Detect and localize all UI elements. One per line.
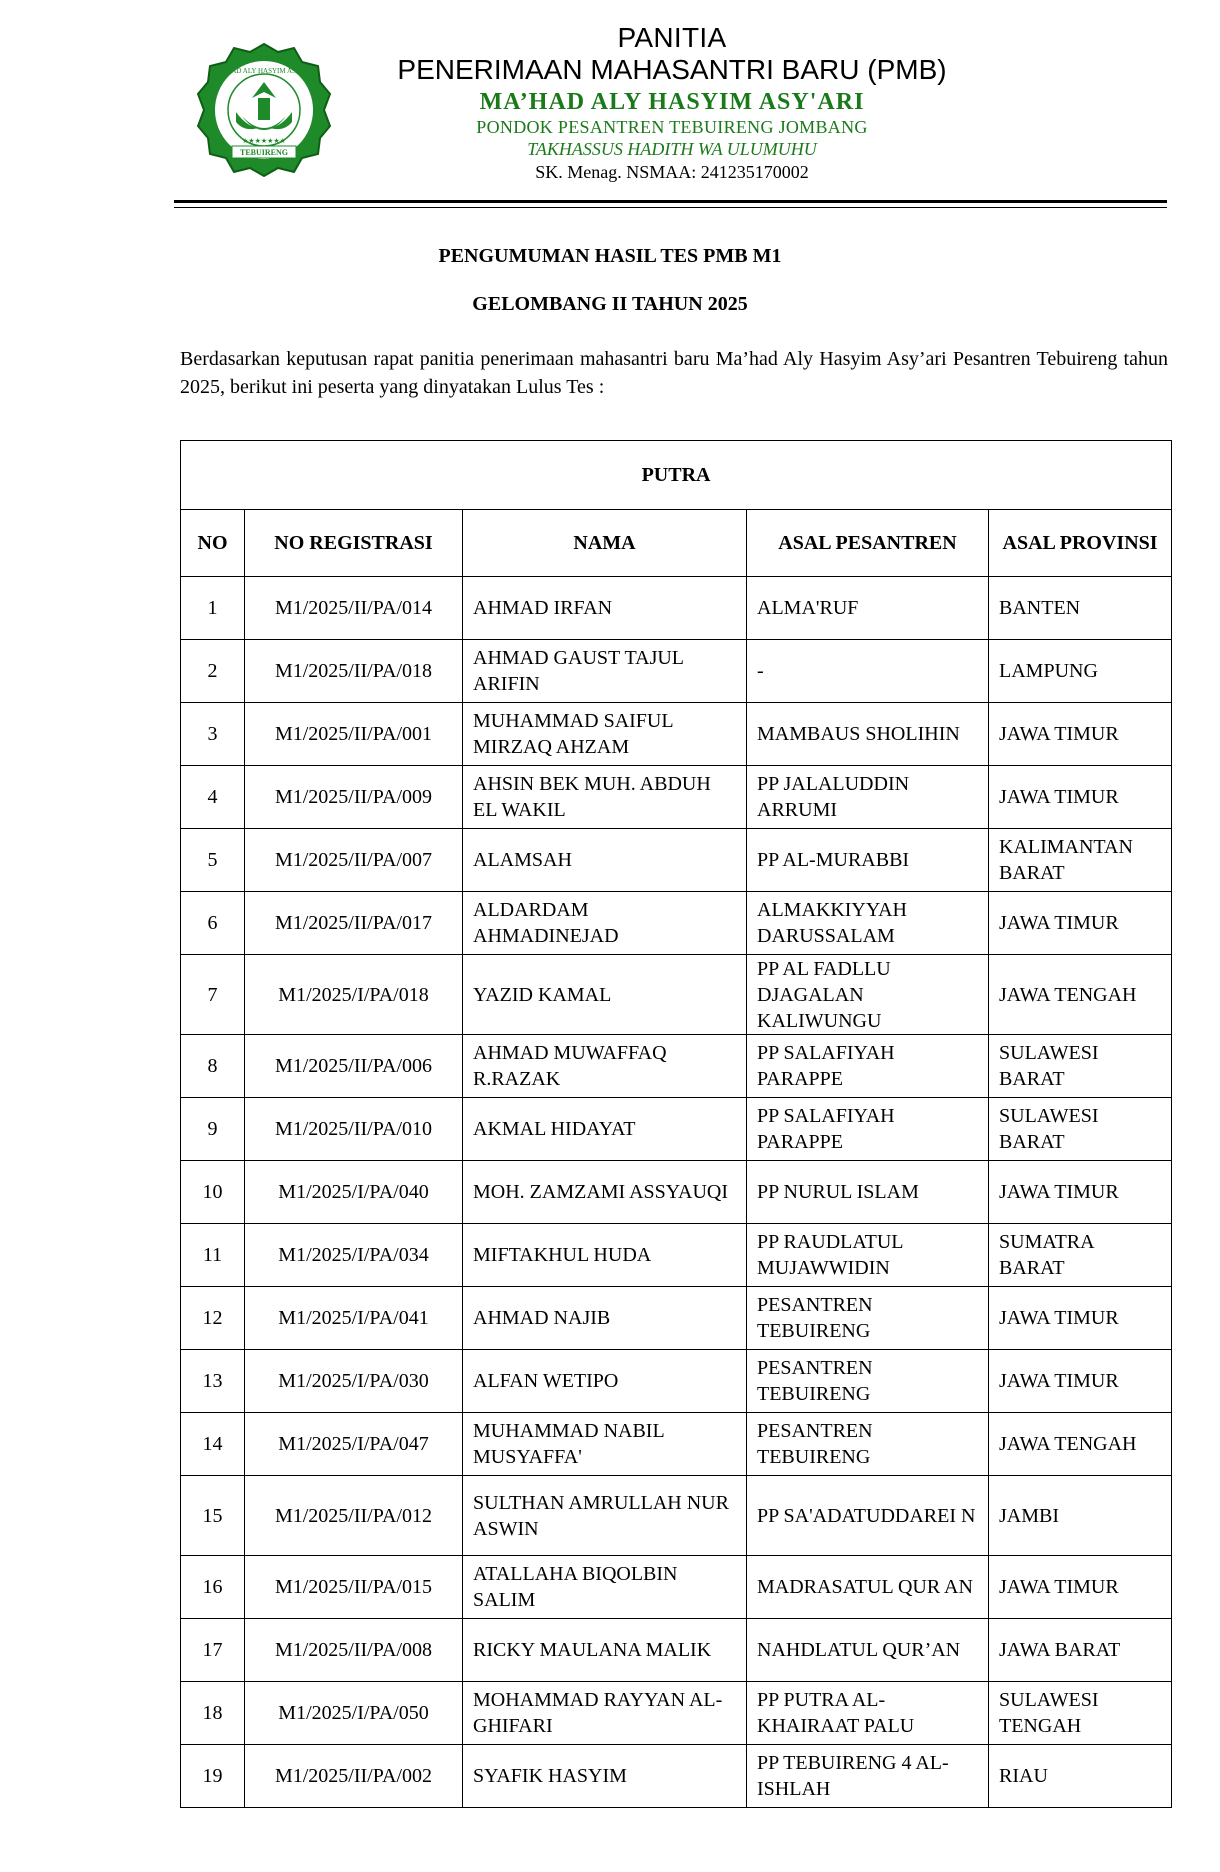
table-row [181, 1098, 1172, 1161]
row-pesantren: PP TEBUIRENG 4 AL-ISHLAH [747, 1745, 989, 1808]
row-no: 13 [181, 1350, 245, 1413]
col-header-pesantren: ASAL PESANTREN [747, 510, 989, 577]
table-row [181, 1413, 1172, 1476]
row-provinsi: JAWA TIMUR [989, 1556, 1172, 1619]
col-header-provinsi: ASAL PROVINSI [989, 510, 1172, 577]
row-provinsi: JAWA TIMUR [989, 1287, 1172, 1350]
row-nama: ALAMSAH [463, 829, 747, 892]
row-provinsi: JAWA TENGAH [989, 955, 1172, 1035]
row-provinsi: JAWA BARAT [989, 1619, 1172, 1682]
col-header-registrasi: NO REGISTRASI [245, 510, 463, 577]
header-divider-thick [174, 200, 1167, 203]
row-pesantren: PP PUTRA AL-KHAIRAAT PALU [747, 1682, 989, 1745]
row-no: 12 [181, 1287, 245, 1350]
results-table [180, 440, 1172, 1808]
row-registrasi: M1/2025/I/PA/047 [245, 1413, 463, 1476]
table-row [181, 955, 1172, 1035]
table-row [181, 766, 1172, 829]
header-line-sk: SK. Menag. NSMAA: 241235170002 [535, 162, 809, 182]
table-row [181, 1556, 1172, 1619]
row-provinsi: SULAWESI BARAT [989, 1098, 1172, 1161]
table-row [181, 1224, 1172, 1287]
row-no: 10 [181, 1161, 245, 1224]
row-provinsi: JAWA TENGAH [989, 1413, 1172, 1476]
row-pesantren: ALMA'RUF [747, 577, 989, 640]
row-nama: AHMAD GAUST TAJUL ARIFIN [463, 640, 747, 703]
row-provinsi: JAWA TIMUR [989, 892, 1172, 955]
row-provinsi: LAMPUNG [989, 640, 1172, 703]
col-header-no: NO [181, 510, 245, 577]
row-nama: SYAFIK HASYIM [463, 1745, 747, 1808]
header-divider-thin [174, 207, 1167, 208]
row-registrasi: M1/2025/II/PA/014 [245, 577, 463, 640]
row-no: 2 [181, 640, 245, 703]
row-pesantren: NAHDLATUL QUR’AN [747, 1619, 989, 1682]
table-row [181, 1476, 1172, 1556]
row-nama: MOH. ZAMZAMI ASSYAUQI [463, 1161, 747, 1224]
table-row [181, 1619, 1172, 1682]
row-provinsi: KALIMANTAN BARAT [989, 829, 1172, 892]
header-line-pondok: PONDOK PESANTREN TEBUIRENG JOMBANG [476, 117, 868, 137]
row-nama: YAZID KAMAL [463, 955, 747, 1035]
table-row [181, 1161, 1172, 1224]
row-registrasi: M1/2025/I/PA/030 [245, 1350, 463, 1413]
col-header-nama: NAMA [463, 510, 747, 577]
row-registrasi: M1/2025/II/PA/007 [245, 829, 463, 892]
row-pesantren: PP JALALUDDIN ARRUMI [747, 766, 989, 829]
row-pesantren: PESANTREN TEBUIRENG [747, 1413, 989, 1476]
row-nama: MOHAMMAD RAYYAN AL-GHIFARI [463, 1682, 747, 1745]
table-body [181, 577, 1172, 1808]
row-nama: AHSIN BEK MUH. ABDUH EL WAKIL [463, 766, 747, 829]
row-registrasi: M1/2025/II/PA/010 [245, 1098, 463, 1161]
row-nama: AHMAD NAJIB [463, 1287, 747, 1350]
row-pesantren: PP SA'ADATUDDAREI N [747, 1476, 989, 1556]
table-row [181, 1287, 1172, 1350]
row-registrasi: M1/2025/II/PA/006 [245, 1035, 463, 1098]
row-nama: ALFAN WETIPO [463, 1350, 747, 1413]
document-title: PENGUMUMAN HASIL TES PMB M1 [438, 245, 782, 267]
row-provinsi: JAWA TIMUR [989, 1161, 1172, 1224]
row-pesantren: PP SALAFIYAH PARAPPE [747, 1098, 989, 1161]
row-pesantren: MAMBAUS SHOLIHIN [747, 703, 989, 766]
row-provinsi: SUMATRA BARAT [989, 1224, 1172, 1287]
row-nama: ATALLAHA BIQOLBIN SALIM [463, 1556, 747, 1619]
row-provinsi: JAMBI [989, 1476, 1172, 1556]
row-nama: AHMAD MUWAFFAQ R.RAZAK [463, 1035, 747, 1098]
table-row [181, 703, 1172, 766]
row-pesantren: PP RAUDLATUL MUJAWWIDIN [747, 1224, 989, 1287]
row-nama: MUHAMMAD NABIL MUSYAFFA' [463, 1413, 747, 1476]
row-registrasi: M1/2025/I/PA/018 [245, 955, 463, 1035]
row-registrasi: M1/2025/II/PA/018 [245, 640, 463, 703]
row-nama: MIFTAKHUL HUDA [463, 1224, 747, 1287]
row-nama: MUHAMMAD SAIFUL MIRZAQ AHZAM [463, 703, 747, 766]
logo-top-text: MA'HAD ALY HASYIM ASY'ARI [213, 67, 315, 75]
section-header-putra: PUTRA [181, 441, 1172, 510]
row-nama: ALDARDAM AHMADINEJAD [463, 892, 747, 955]
row-pesantren: - [747, 640, 989, 703]
row-registrasi: M1/2025/I/PA/050 [245, 1682, 463, 1745]
table-row [181, 1745, 1172, 1808]
row-registrasi: M1/2025/II/PA/001 [245, 703, 463, 766]
document-subtitle: GELOMBANG II TAHUN 2025 [472, 293, 748, 315]
table-row [181, 1350, 1172, 1413]
row-no: 1 [181, 577, 245, 640]
row-no: 14 [181, 1413, 245, 1476]
row-registrasi: M1/2025/II/PA/012 [245, 1476, 463, 1556]
row-nama: SULTHAN AMRULLAH NUR ASWIN [463, 1476, 747, 1556]
row-pesantren: ALMAKKIYYAH DARUSSALAM [747, 892, 989, 955]
row-nama: AKMAL HIDAYAT [463, 1098, 747, 1161]
row-registrasi: M1/2025/II/PA/017 [245, 892, 463, 955]
row-registrasi: M1/2025/II/PA/015 [245, 1556, 463, 1619]
row-no: 11 [181, 1224, 245, 1287]
institution-logo [196, 42, 332, 182]
row-no: 6 [181, 892, 245, 955]
row-provinsi: JAWA TIMUR [989, 703, 1172, 766]
row-no: 16 [181, 1556, 245, 1619]
logo-bottom-text: TEBUIRENG [239, 148, 289, 157]
header-line-mahad: MA’HAD ALY HASYIM ASY'ARI [479, 89, 865, 115]
intro-paragraph: Berdasarkan keputusan rapat panitia penerimaan mahasantri baru Ma’had Aly Hasyim Asy’ari Pesantren Tebuireng tahun 2025, berikut ini peserta yang dinyatakan Lulus Tes : [180, 348, 1168, 398]
table-row [181, 1682, 1172, 1745]
row-nama: AHMAD IRFAN [463, 577, 747, 640]
row-no: 15 [181, 1476, 245, 1556]
row-provinsi: JAWA TIMUR [989, 1350, 1172, 1413]
table-row [181, 577, 1172, 640]
row-pesantren: PP NURUL ISLAM [747, 1161, 989, 1224]
row-pesantren: PESANTREN TEBUIRENG [747, 1287, 989, 1350]
row-provinsi: SULAWESI BARAT [989, 1035, 1172, 1098]
row-no: 19 [181, 1745, 245, 1808]
row-pesantren: PP AL FADLLU DJAGALAN KALIWUNGU [747, 955, 989, 1035]
row-no: 9 [181, 1098, 245, 1161]
row-pesantren: MADRASATUL QUR AN [747, 1556, 989, 1619]
table-row [181, 829, 1172, 892]
row-no: 3 [181, 703, 245, 766]
row-registrasi: M1/2025/II/PA/009 [245, 766, 463, 829]
table-header-row [181, 510, 1172, 577]
row-registrasi: M1/2025/II/PA/002 [245, 1745, 463, 1808]
header-line-takhassus: TAKHASSUS HADITH WA ULUMUHU [527, 139, 817, 159]
row-no: 7 [181, 955, 245, 1035]
row-no: 17 [181, 1619, 245, 1682]
row-registrasi: M1/2025/II/PA/008 [245, 1619, 463, 1682]
row-no: 8 [181, 1035, 245, 1098]
row-provinsi: SULAWESI TENGAH [989, 1682, 1172, 1745]
row-pesantren: PESANTREN TEBUIRENG [747, 1350, 989, 1413]
row-registrasi: M1/2025/I/PA/034 [245, 1224, 463, 1287]
table-row [181, 640, 1172, 703]
row-registrasi: M1/2025/I/PA/040 [245, 1161, 463, 1224]
row-no: 18 [181, 1682, 245, 1745]
header-line-panitia: PANITIA [617, 22, 727, 53]
row-no: 4 [181, 766, 245, 829]
table-row [181, 1035, 1172, 1098]
header-line-pmb: PENERIMAAN MAHASANTRI BARU (PMB) [397, 54, 947, 85]
row-provinsi: JAWA TIMUR [989, 766, 1172, 829]
row-registrasi: M1/2025/I/PA/041 [245, 1287, 463, 1350]
row-nama: RICKY MAULANA MALIK [463, 1619, 747, 1682]
row-provinsi: BANTEN [989, 577, 1172, 640]
row-pesantren: PP SALAFIYAH PARAPPE [747, 1035, 989, 1098]
row-provinsi: RIAU [989, 1745, 1172, 1808]
row-no: 5 [181, 829, 245, 892]
svg-text:★★★★★★★: ★★★★★★★ [242, 137, 286, 145]
table-row [181, 892, 1172, 955]
row-pesantren: PP AL-MURABBI [747, 829, 989, 892]
